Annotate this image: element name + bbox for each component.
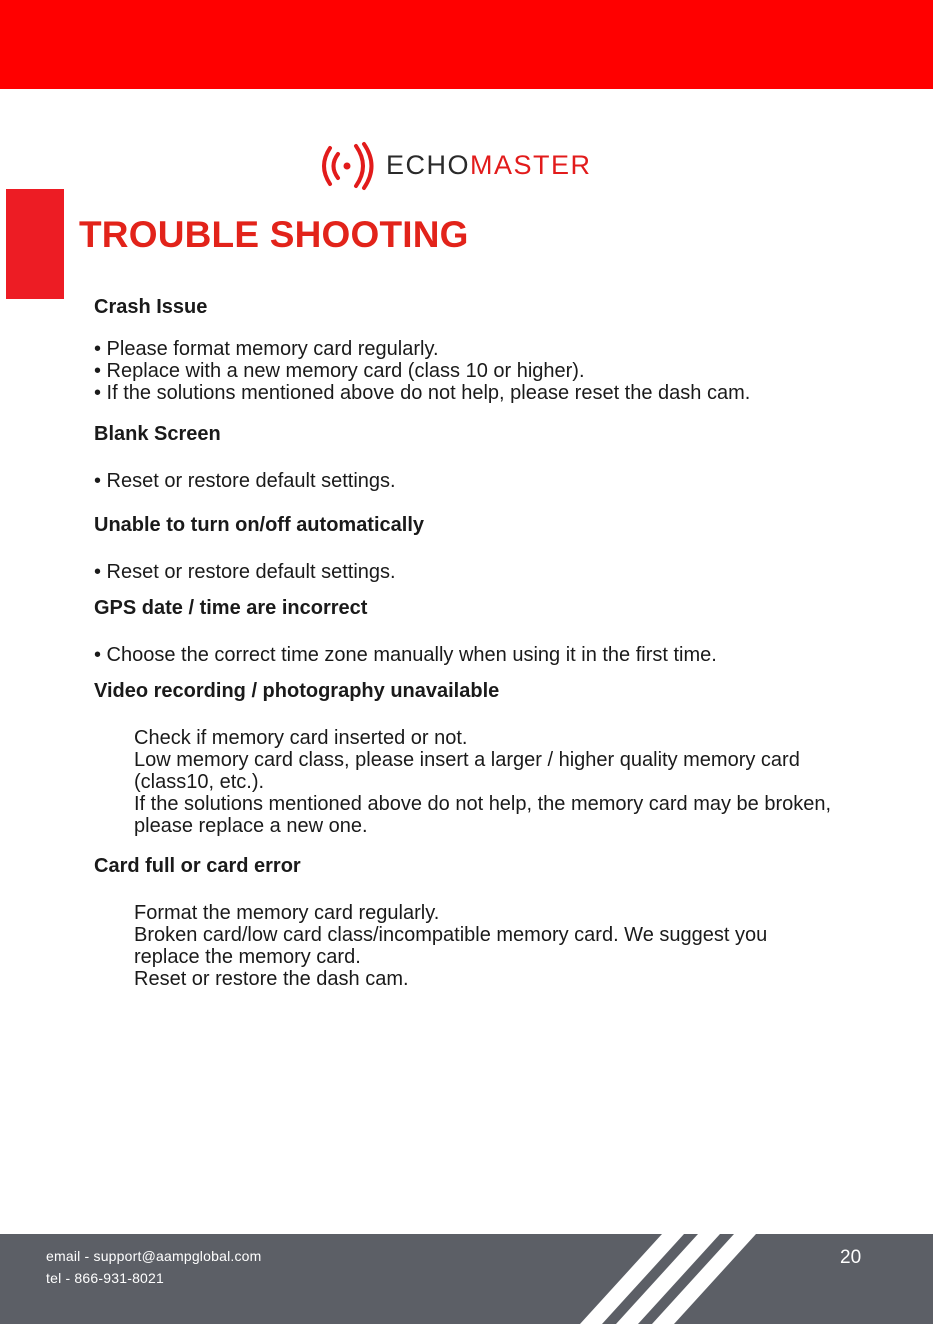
section-heading-auto-power: Unable to turn on/off automatically xyxy=(94,514,425,536)
section-heading-blank-screen: Blank Screen xyxy=(94,423,221,445)
section-heading-gps-time: GPS date / time are incorrect xyxy=(94,597,368,619)
section-line: • Reset or restore default settings. xyxy=(94,470,396,492)
page-title: TROUBLE SHOOTING xyxy=(79,214,469,255)
logo-wordmark xyxy=(386,149,592,181)
footer-tel: tel - 866-931-8021 xyxy=(46,1270,165,1286)
section-line: Check if memory card inserted or not. xyxy=(134,727,468,749)
section-line: • Please format memory card regularly. xyxy=(94,338,439,360)
section-line: • Choose the correct time zone manually when using it in the first time. xyxy=(94,644,717,666)
section-line: (class10, etc.). xyxy=(134,771,265,793)
section-heading-crash-issue: Crash Issue xyxy=(94,296,208,318)
echomaster-logo xyxy=(316,140,636,192)
page-footer xyxy=(0,1234,933,1324)
footer-email: email - support@aampglobal.com xyxy=(46,1248,262,1264)
top-red-band xyxy=(0,0,933,89)
section-line: Low memory card class, please insert a larger / higher quality memory card xyxy=(134,749,800,771)
section-line: Reset or restore the dash cam. xyxy=(134,968,409,990)
page-number: 20 xyxy=(840,1247,862,1268)
section-line: • If the solutions mentioned above do not help, please reset the dash cam. xyxy=(94,382,751,404)
section-line: replace the memory card. xyxy=(134,946,361,968)
section-line: please replace a new one. xyxy=(134,815,368,837)
section-heading-video-recording: Video recording / photography unavailable xyxy=(94,680,500,702)
section-line: Broken card/low card class/incompatible memory card. We suggest you xyxy=(134,924,768,946)
logo-master-text: MASTER xyxy=(470,150,592,180)
section-line: If the solutions mentioned above do not help, the memory card may be broken, xyxy=(134,793,832,815)
section-line: Format the memory card regularly. xyxy=(134,902,440,924)
logo-echo-text: ECHO xyxy=(386,150,471,180)
section-line: • Reset or restore default settings. xyxy=(94,561,396,583)
diagonal-stripes-decoration xyxy=(570,1234,790,1324)
sound-waves-icon xyxy=(316,140,380,192)
side-red-tab xyxy=(6,189,64,299)
section-heading-card-error: Card full or card error xyxy=(94,855,301,877)
section-line: • Replace with a new memory card (class 10 or higher). xyxy=(94,360,585,382)
